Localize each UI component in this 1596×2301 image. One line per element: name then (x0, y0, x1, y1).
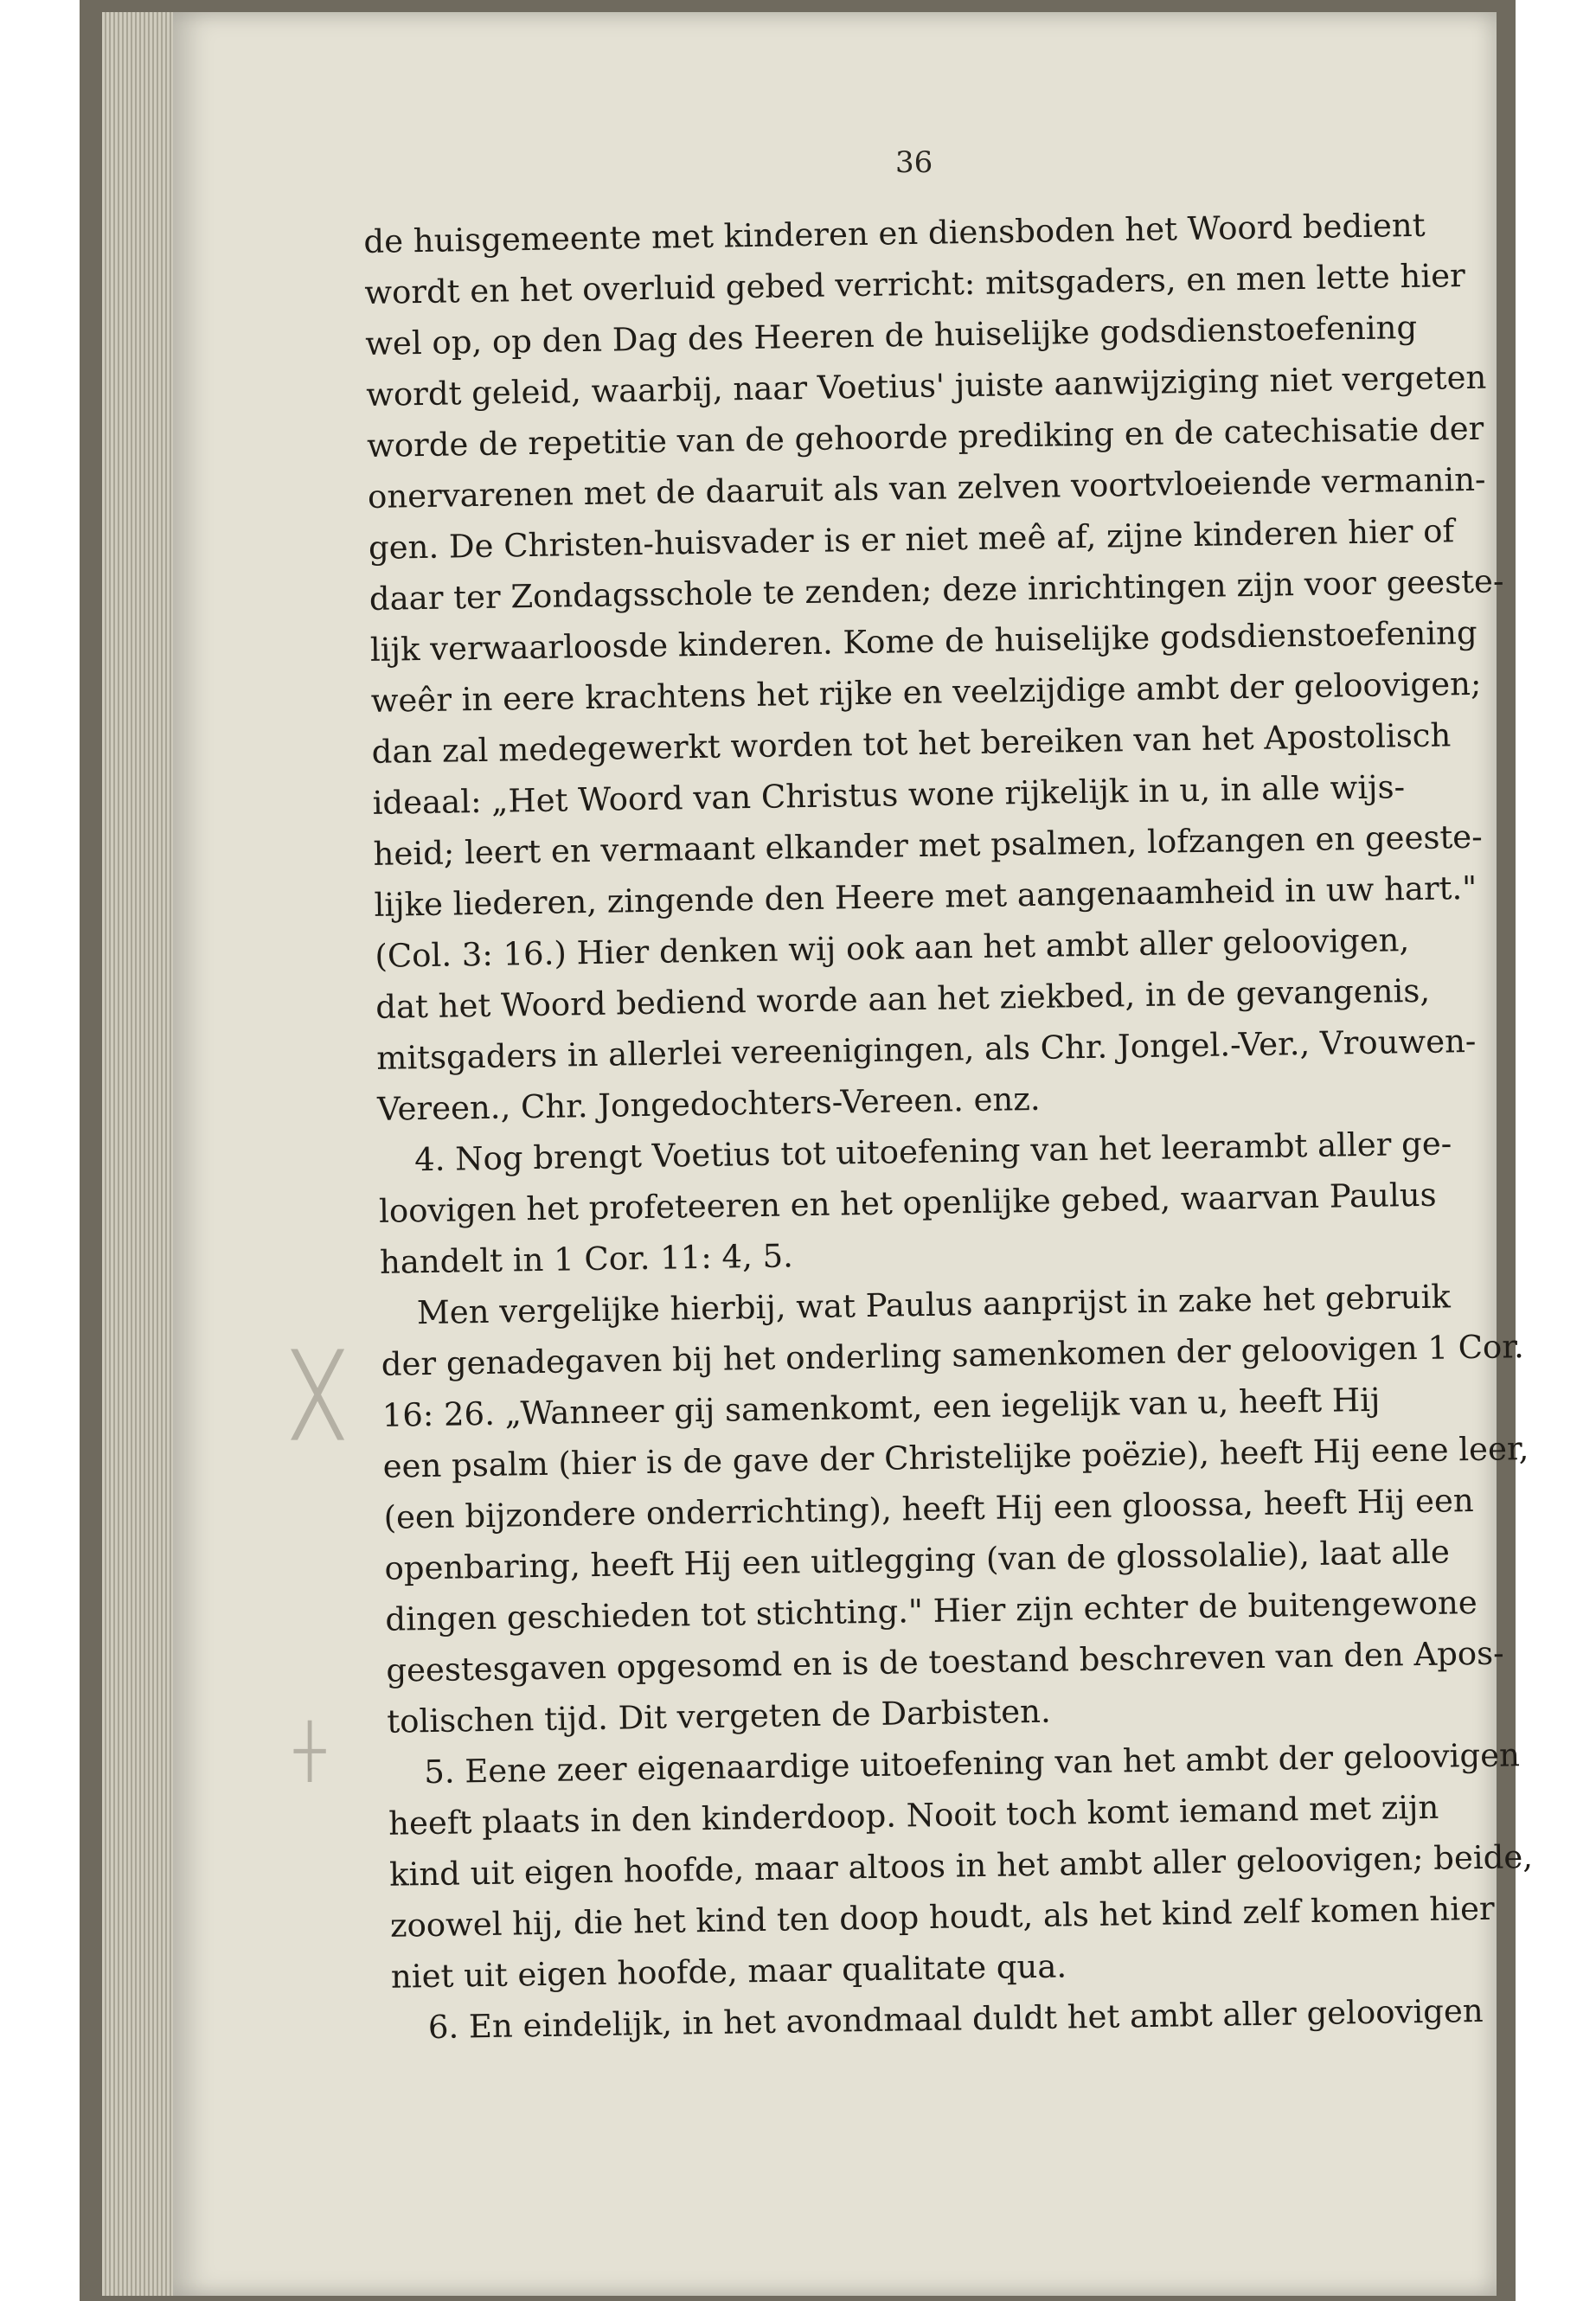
text-line: geestesgaven opgesomd en is de toestand beschreven van den Apos- (386, 1634, 1504, 1689)
text-line: dan zal medegewerkt worden tot het bereiken van het Apostolisch (371, 716, 1452, 771)
text-line: der genadegaven bij het onderling samenkomen der geloovigen 1 Cor. (381, 1328, 1524, 1383)
text-line: heeft plaats in den kinderdoop. Nooit toch komt iemand met zijn (388, 1788, 1439, 1843)
text-line: daar ter Zondagsschole te zenden; deze inrichtingen zijn voor geeste- (369, 562, 1504, 618)
pencil-mark: ╳ (294, 1349, 342, 1440)
text-line: onervarenen met de daaruit als van zelven voortvloeiende vermanin- (367, 460, 1486, 516)
text-line: een psalm (hier is de gave der Christelijke poëzie), heeft Hij eene leer, (382, 1430, 1529, 1485)
pencil-mark: ┼ (294, 1721, 326, 1782)
text-line: (een bijzondere onderrichting), heeft Hij een gloossa, heeft Hij een (383, 1482, 1474, 1536)
text-line: 5. Eene zeer eigenaardige uitoefening van het ambt der geloovigen (423, 1736, 1521, 1791)
text-line: gen. De Christen-huisvader is er niet meê af, zijne kinderen hier of (368, 512, 1455, 567)
page-number: 36 (895, 145, 933, 180)
text-line: zoowel hij, die het kind ten doop houdt, als het kind zelf komen hier (389, 1889, 1495, 1945)
text-line: openbaring, heeft Hij een uitlegging (van de glossolalie), laat alle (384, 1533, 1451, 1587)
text-line: niet uit eigen hoofde, maar qualitate qua. (390, 1947, 1067, 1996)
text-line: mitsgaders in allerlei vereenigingen, als Chr. Jongel.-Ver., Vrouwen- (375, 1022, 1477, 1077)
text-line: 16: 26. „Wanneer gij samenkomt, een iegelijk van u, heeft Hij (381, 1381, 1381, 1434)
text-line: weêr in eere krachtens het rijke en veelzijdige ambt der geloovigen; (370, 664, 1482, 720)
text-line: heid; leert en vermaant elkander met psalmen, lofzangen en geeste- (373, 817, 1483, 873)
text-line: kind uit eigen hoofde, maar altoos in het ambt aller geloovigen; beide, (388, 1838, 1534, 1894)
text-line: loovigen het profeteeren en het openlijke gebed, waarvan Paulus (378, 1176, 1437, 1230)
text-line: de huisgemeente met kinderen en diensboden het Woord bedient (363, 206, 1426, 260)
text-line: 4. Nog brengt Voetius tot uitoefening van het leerambt aller ge- (413, 1125, 1452, 1179)
text-line: tolischen tijd. Dit vergeten de Darbisten. (387, 1692, 1051, 1740)
text-line: lijk verwaarloosde kinderen. Kome de huiselijke godsdienstoefening (369, 613, 1477, 669)
text-line: wel op, op den Dag des Heeren de huiselijke godsdienstoefening (364, 308, 1418, 362)
text-line: wordt en het overluid gebed verricht: mitsgaders, en men lette hier (364, 257, 1466, 311)
text-line: (Col. 3: 16.) Hier denken wij ook aan het ambt aller geloovigen, (375, 921, 1410, 975)
text-line: Vereen., Chr. Jongedochters-Vereen. enz. (376, 1080, 1041, 1128)
text-line: worde de repetitie van de gehoorde prediking en de catechisatie der (366, 409, 1484, 465)
text-line: Men vergelijke hierbij, wat Paulus aanprijst in zake het gebruik (416, 1278, 1452, 1332)
text-line: handelt in 1 Cor. 11: 4, 5. (379, 1237, 794, 1281)
text-line: 6. En eindelijk, in het avondmaal duldt het ambt aller geloovigen (427, 1991, 1484, 2047)
text-line: ideaal: „Het Woord van Christus wone rijkelijk in u, in alle wijs- (372, 768, 1406, 822)
body-text (363, 199, 1534, 2054)
text-line: wordt geleid, waarbij, naar Voetius' juiste aanwijziging niet vergeten (365, 358, 1487, 413)
text-line: lijke liederen, zingende den Heere met aangenaamheid in uw hart." (374, 868, 1477, 924)
text-line: dingen geschieden tot stichting." Hier zijn echter de buitengewone (385, 1583, 1478, 1638)
text-line: dat het Woord bediend worde aan het ziekbed, in de gevangenis, (375, 971, 1431, 1026)
